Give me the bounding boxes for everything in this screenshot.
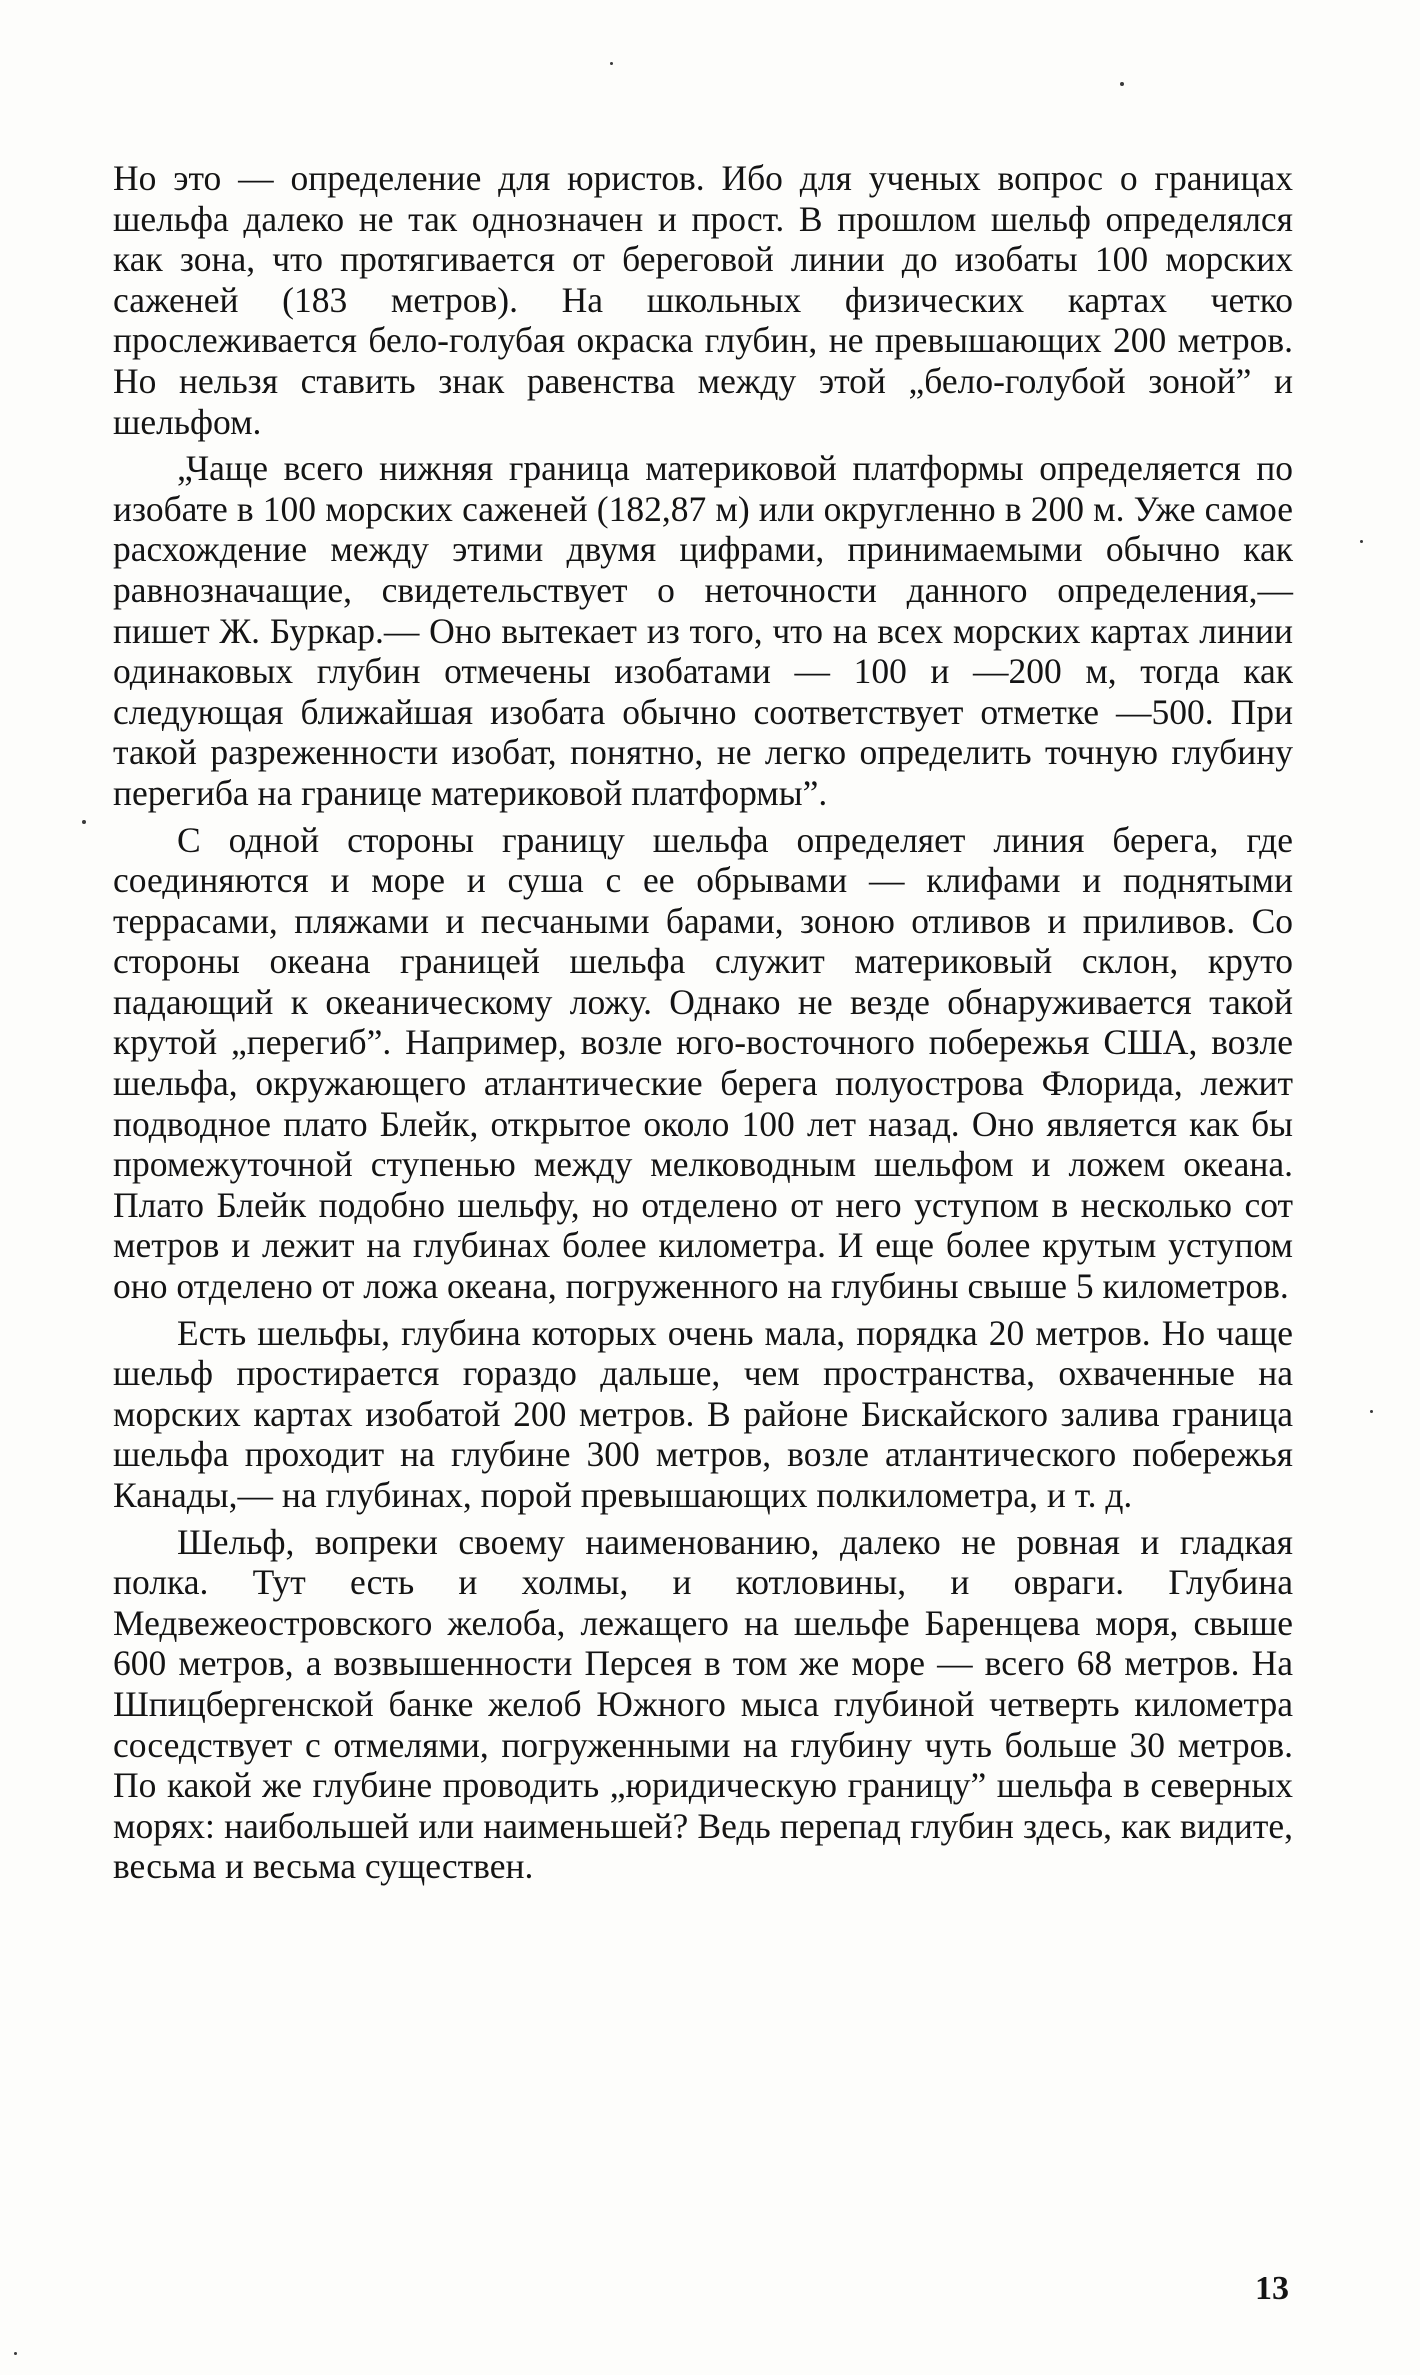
scan-speck [82,820,86,824]
scan-speck [1360,540,1363,543]
paragraph-1: Но это — определение для юристов. Ибо для ученых вопрос о границах шельфа далеко не так однозначен и прост. В прошлом шельф определялся как зона, что протягивается от береговой линии до изобаты 100 морских саженей (183 метров). На школьных физических картах четко прослеживается бело-голубая окраска глубин, не превышающих 200 метров. Но нельзя ставить знак равенства между этой „бело-голубой зоной” и шельфом. [113,158,1293,442]
paragraph-5: Шельф, вопреки своему наименованию, далеко не ровная и гладкая полка. Тут есть и холмы, и котловины, и овраги. Глубина Медвежеостровского желоба, лежащего на шельфе Баренцева моря, свыше 600 метров, а возвышенности Персея в том же море — всего 68 метров. На Шпицбергенской банке желоб Южного мыса глубиной четверть километра соседствует с отмелями, погруженными на глубину чуть больше 30 метров. По какой же глубине проводить „юридическую границу” шельфа в северных морях: наибольшей или наименьшей? Ведь перепад глубин здесь, как видите, весьма и весьма существен. [113,1521,1293,1887]
scan-speck [1120,82,1124,86]
page-number: 13 [1255,2270,1289,2307]
scan-speck [14,2352,17,2355]
paragraph-2: „Чаще всего нижняя граница материковой платформы определяется по изобате в 100 морских саженей (182,87 м) или округленно в 200 м. Уже самое расхождение между этими двумя цифрами, принимаемыми обычно как равнозначащие, свидетельствует о неточности данного определения,— пишет Ж. Буркар.— Оно вытекает из того, что на всех морских картах линии одинаковых глубин отмечены изобатами — 100 и —200 м, тогда как следующая ближайшая изобата обычно соответствует отметке —500. При такой разреженности изобат, понятно, не легко определить точную глубину перегиба на границе материковой платформы”. [113,448,1293,813]
scan-speck [1370,1410,1373,1413]
text-column [113,158,1293,1893]
paragraph-3: С одной стороны границу шельфа определяет линия берега, где соединяются и море и суша с ее обрывами — клифами и поднятыми террасами, пляжами и песчаными барами, зоною отливов и приливов. Со стороны океана границей шельфа служит материковый склон, круто падающий к океаническому ложу. Однако не везде обнаруживается такой крутой „перегиб”. Например, возле юго-восточного побережья США, возле шельфа, окружающего атлантические берега полуострова Флорида, лежит подводное плато Блейк, открытое около 100 лет назад. Оно является как бы промежуточной ступенью между мелководным шельфом и ложем океана. Плато Блейк подобно шельфу, но отделено от него уступом в несколько сот метров и лежит на глубинах более километра. И еще более крутым уступом оно отделено от ложа океана, погруженного на глубины свыше 5 километров. [113,819,1293,1307]
paragraph-4: Есть шельфы, глубина которых очень мала, порядка 20 метров. Но чаще шельф простирается гораздо дальше, чем пространства, охваченные на морских картах изобатой 200 метров. В районе Бискайского залива граница шельфа проходит на глубине 300 метров, возле атлантического побережья Канады,— на глубинах, порой превышающих полкилометра, и т. д. [113,1312,1293,1515]
scan-speck [610,62,613,65]
